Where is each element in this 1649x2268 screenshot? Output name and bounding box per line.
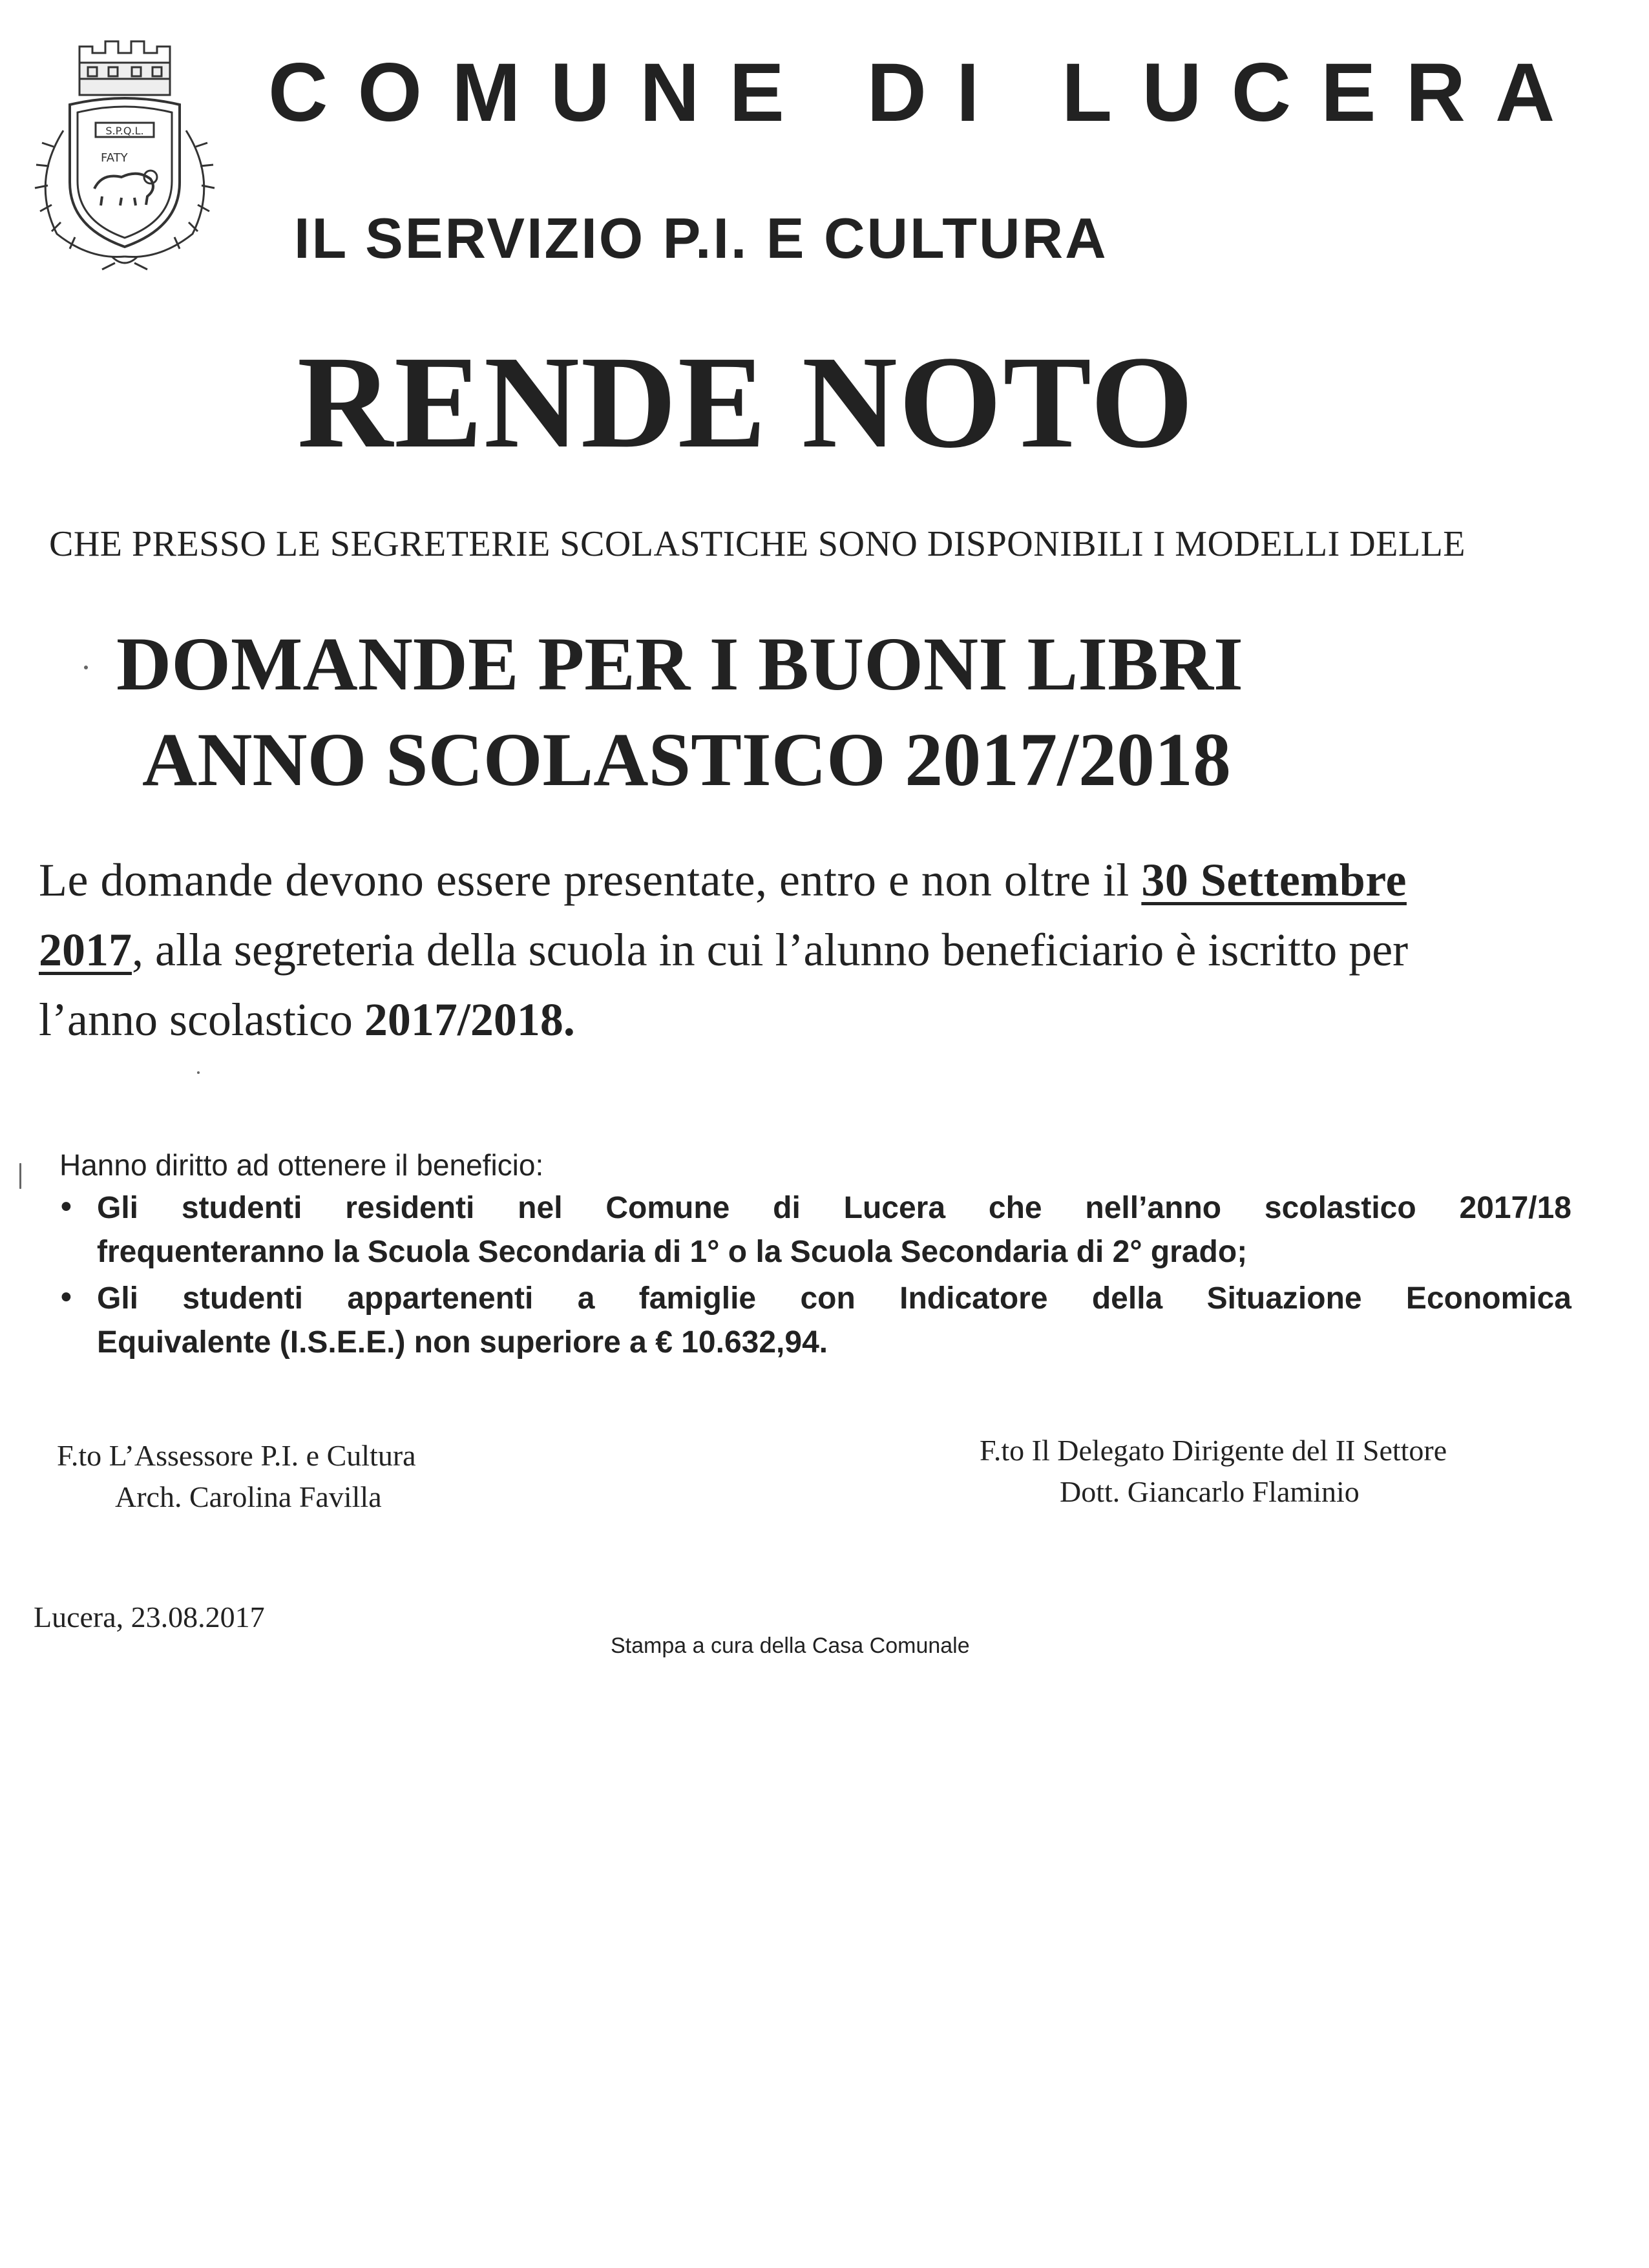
comune-title: COMUNE DI LUCERA xyxy=(268,47,1585,139)
para-text-2: , alla segreteria della scuola in cui l’alunno beneficiario è iscritto per xyxy=(132,924,1409,976)
para-end: . xyxy=(563,994,575,1045)
benefit-2-line-2: Equivalente (I.S.E.E.) non superiore a € 10.632,94. xyxy=(97,1325,828,1360)
svg-text:FATY: FATY xyxy=(101,151,128,165)
assessore-name: Arch. Carolina Favilla xyxy=(115,1480,382,1513)
scan-speck xyxy=(84,666,88,669)
anno-scolastico-title: ANNO SCOLASTICO 2017/2018 xyxy=(142,717,1232,802)
para-year: 2017/2018 xyxy=(364,994,563,1045)
benefit-list xyxy=(59,1186,1571,1367)
bullet-icon: • xyxy=(61,1190,72,1224)
para-text-1: Le domande devono essere presentate, entro e non oltre il xyxy=(39,854,1142,906)
deadline-date-b: 2017 xyxy=(39,924,132,976)
domande-title: DOMANDE PER I BUONI LIBRI xyxy=(116,622,1243,706)
document-date: Lucera, 23.08.2017 xyxy=(34,1601,265,1633)
bullet-icon: • xyxy=(61,1280,72,1314)
rende-noto-heading: RENDE NOTO xyxy=(297,329,1195,476)
assessore-role: F.to L’Assessore P.I. e Cultura xyxy=(57,1439,416,1472)
che-presso-line: CHE PRESSO LE SEGRETERIE SCOLASTICHE SONO DISPONIBILI I MODELLI DELLE xyxy=(49,524,1466,564)
benefit-1-line-2: frequenteranno la Scuola Secondaria di 1° o la Scuola Secondaria di 2° grado; xyxy=(97,1235,1248,1269)
list-item xyxy=(59,1277,1571,1365)
beneficio-intro: Hanno diritto ad ottenere il beneficio: xyxy=(59,1148,544,1182)
benefit-2-line-1: Gli studenti appartenenti a famiglie con Indicatore della Situazione Economica xyxy=(97,1281,1571,1316)
dirigente-name: Dott. Giancarlo Flaminio xyxy=(1060,1475,1360,1508)
benefit-1-line-1: Gli studenti residenti nel Comune di Lucera che nell’anno scolastico 2017/18 xyxy=(97,1191,1571,1225)
deadline-paragraph xyxy=(39,845,1609,1055)
scan-speck xyxy=(19,1163,21,1189)
servizio-title: IL SERVIZIO P.I. E CULTURA xyxy=(294,206,1108,270)
list-item xyxy=(59,1186,1571,1274)
svg-text:S.P.Q.L.: S.P.Q.L. xyxy=(105,125,144,137)
dirigente-role: F.to Il Delegato Dirigente del II Settore xyxy=(980,1434,1447,1467)
deadline-date-a: 30 Settembre xyxy=(1141,854,1407,906)
scan-speck xyxy=(197,1071,200,1074)
para-text-3: l’anno scolastico xyxy=(39,994,364,1045)
stampa-note: Stampa a cura della Casa Comunale xyxy=(611,1633,970,1658)
city-crest-logo xyxy=(18,34,231,273)
